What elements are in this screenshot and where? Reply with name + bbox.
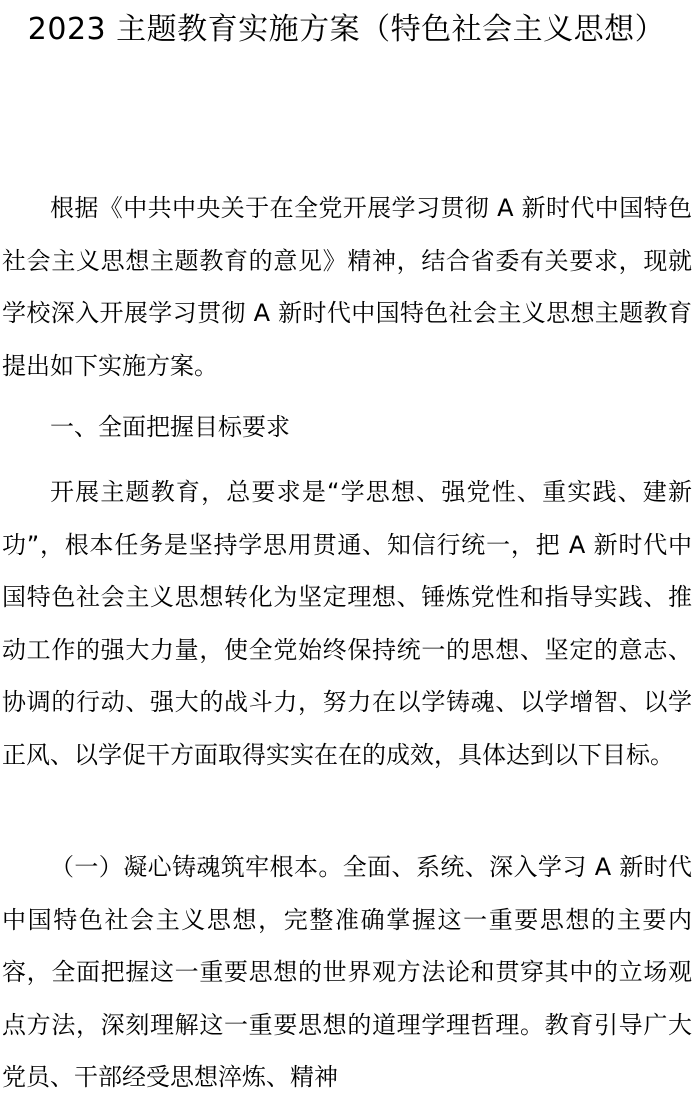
section-heading: 一、全面把握目标要求 xyxy=(50,413,290,441)
document-title: 2023 主题教育实施方案（特色社会主义思想） xyxy=(27,12,666,47)
goal-paragraph: 开展主题教育，总要求是“学思想、强党性、重实践、建新功”，根本任务是坚持学思用贯通、知信行统一，把 A 新时代中国特色社会主义思想转化为坚定理想、锤炼党性和指导实践、推动工作的强大力量，使全党始终保持统一的思想、坚定的意志、协调的行动、强大的战斗力，努力在以学铸魂、以学增智、以学正风、以学促干方面取得实实在在的成效，具体达到以下目标。 xyxy=(2,478,692,769)
subsection-paragraph: （一）凝心铸魂筑牢根本。全面、系统、深入学习 A 新时代中国特色社会主义思想，完整准确掌握这一重要思想的主要内容，全面把握这一重要思想的世界观方法论和贯穿其中的立场观点方法，深刻理解这一重要思想的道理学理哲理。教育引导广大党员、干部经受思想淬炼、精神 xyxy=(2,853,692,1092)
intro-paragraph: 根据《中共中央关于在全党开展学习贯彻 A 新时代中国特色社会主义思想主题教育的意见》精神，结合省委有关要求，现就学校深入开展学习贯彻 A 新时代中国特色社会主义思想主题教育提出如下实施方案。 xyxy=(2,194,692,380)
